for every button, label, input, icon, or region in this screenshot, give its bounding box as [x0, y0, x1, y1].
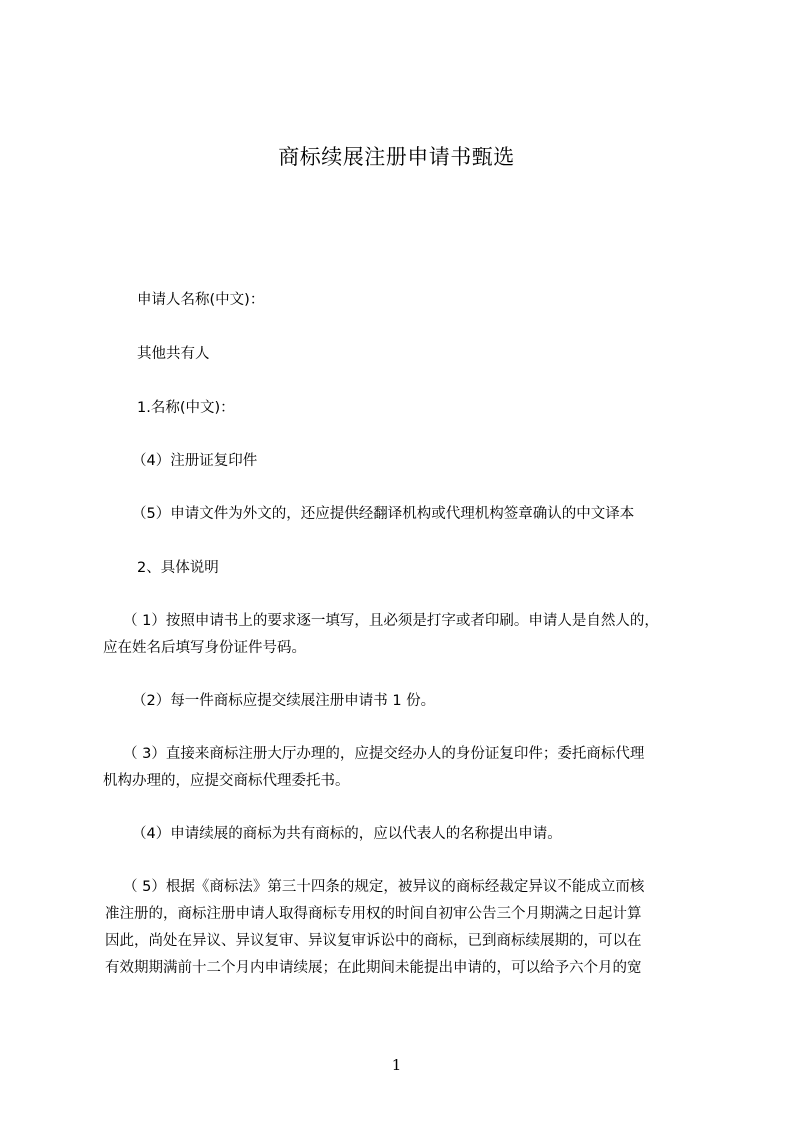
- registration-copy-line: （4）注册证复印件: [132, 453, 258, 469]
- paragraph-1-line-2: 应在姓名后填写身份证件号码。: [103, 640, 306, 656]
- paragraph-5-line-3: 因此，尚处在异议、异议复审、异议复审诉讼中的商标，已到商标续展期的，可以在: [105, 933, 642, 949]
- paragraph-5-line-4: 有效期期满前十二个月内申请续展；在此期间未能提出申请的，可以给予六个月的宽: [105, 960, 642, 976]
- paragraph-1-line-1: （ 1）按照申请书上的要求逐一填写，且必须是打字或者印刷。申请人是自然人的，: [123, 613, 659, 629]
- paragraph-3-line-1: （ 3）直接来商标注册大厅办理的，应提交经办人的身份证复印件；委托商标代理: [123, 746, 645, 762]
- document-title: 商标续展注册申请书甄选: [278, 145, 515, 169]
- detailed-explanation-heading: 2、具体说明: [137, 560, 219, 576]
- applicant-name-line: 申请人名称(中文)：: [137, 292, 265, 308]
- paragraph-2-line-1: （2）每一件商标应提交续展注册申请书 1 份。: [132, 693, 436, 709]
- foreign-document-line: （5）申请文件为外文的，还应提供经翻译机构或代理机构签章确认的中文译本: [132, 506, 635, 522]
- paragraph-5-line-1: （ 5）根据《商标法》第三十四条的规定，被异议的商标经裁定异议不能成立而核: [123, 879, 645, 895]
- paragraph-4-line-1: （4）申请续展的商标为共有商标的，应以代表人的名称提出申请。: [132, 826, 562, 842]
- paragraph-5-line-2: 准注册的，商标注册申请人取得商标专用权的时间自初审公告三个月期满之日起计算: [105, 906, 642, 922]
- co-owner-line: 其他共有人: [137, 346, 210, 362]
- page-number: 1: [391, 1056, 402, 1074]
- paragraph-3-line-2: 机构办理的，应提交商标代理委托书。: [103, 773, 350, 789]
- name-chinese-line: 1.名称(中文)：: [137, 400, 235, 416]
